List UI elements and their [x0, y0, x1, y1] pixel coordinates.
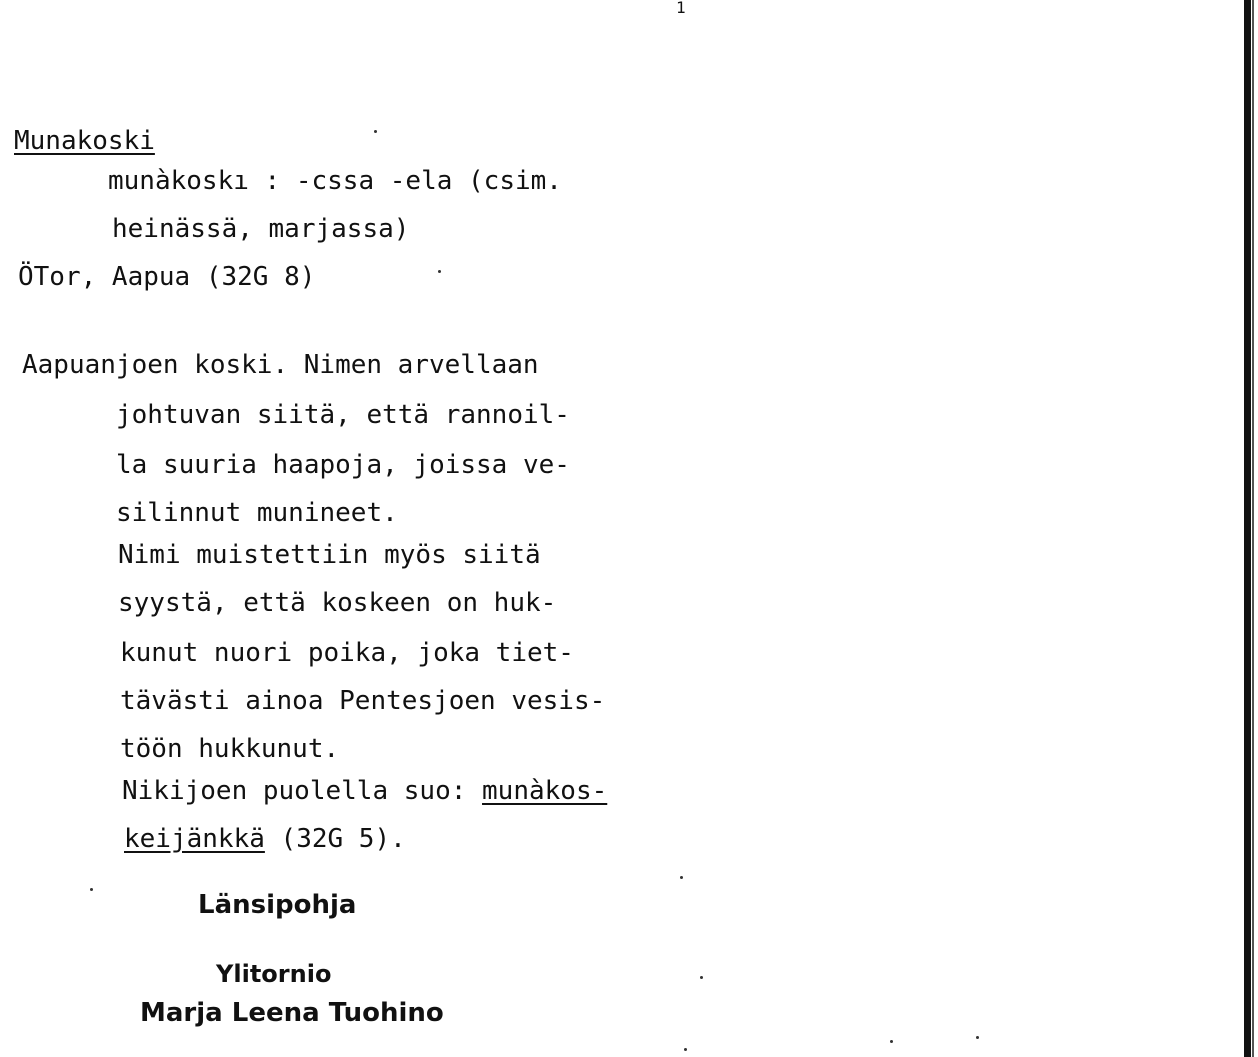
entry-line: munàkoskı : -cssa -ela (csim.	[108, 166, 562, 196]
scan-edge-shadow-thin	[1252, 0, 1254, 1057]
stamp-parish: Ylitornio	[216, 960, 332, 988]
scan-speck	[890, 1040, 893, 1043]
scan-speck	[700, 976, 703, 979]
scan-edge-shadow	[1244, 0, 1251, 1057]
stamp-collector: Marja Leena Tuohino	[140, 998, 444, 1028]
entry-heading: Munakoski	[14, 126, 155, 156]
entry-line: tävästi ainoa Pentesjoen vesis-	[120, 686, 606, 716]
scan-speck	[976, 1036, 979, 1039]
stamp-region: Länsipohja	[198, 890, 357, 920]
entry-line: la suuria haapoja, joissa ve-	[116, 450, 570, 480]
entry-line: Nimi muistettiin myös siitä	[118, 540, 541, 570]
scan-speck	[90, 888, 93, 891]
scan-speck	[374, 130, 377, 133]
entry-line	[124, 826, 406, 852]
entry-line: töön hukkunut.	[120, 734, 340, 764]
entry-line: kunut nuori poika, joka tiet-	[120, 638, 574, 668]
entry-line: Aapuanjoen koski. Nimen arvellaan	[22, 350, 539, 380]
entry-line: silinnut munineet.	[116, 498, 398, 528]
entry-line-text: Nikijoen puolella suo:	[122, 776, 483, 806]
entry-line-text: (32G 5).	[264, 824, 406, 854]
entry-line	[122, 778, 607, 804]
entry-line: johtuvan siitä, että rannoil-	[116, 400, 570, 430]
scan-speck	[680, 876, 683, 879]
scan-speck	[438, 270, 441, 273]
scan-speck	[684, 1048, 687, 1051]
entry-line: heinässä, marjassa)	[112, 214, 410, 244]
entry-underlined-name: keijänkkä	[124, 824, 265, 854]
page-number: 1	[676, 0, 686, 17]
entry-line: syystä, että koskeen on huk-	[118, 588, 557, 618]
entry-source-line: ÖTor, Aapua (32G 8)	[18, 262, 316, 292]
entry-underlined-name: munàkos-	[482, 776, 608, 806]
